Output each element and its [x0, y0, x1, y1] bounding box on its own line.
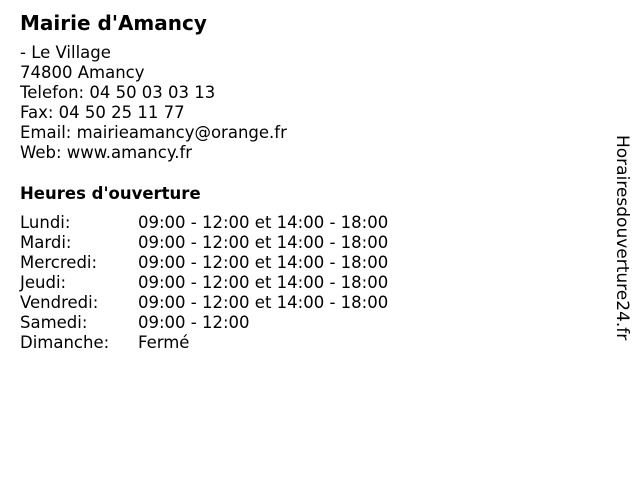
- time-value: 09:00 - 12:00 et 14:00 - 18:00: [138, 273, 389, 292]
- hours-row-mardi: [20, 233, 388, 253]
- day-label: Vendredi:: [20, 293, 99, 312]
- hours-row-dimanche: [20, 333, 388, 353]
- day-label: Samedi:: [20, 313, 88, 332]
- hours-row-samedi: [20, 313, 388, 333]
- street-line: - Le Village: [20, 43, 111, 62]
- time-value: 09:00 - 12:00 et 14:00 - 18:00: [138, 293, 389, 312]
- time-value: 09:00 - 12:00: [138, 313, 250, 332]
- city-line: 74800 Amancy: [20, 63, 145, 82]
- time-value: 09:00 - 12:00 et 14:00 - 18:00: [138, 213, 389, 232]
- day-label: Jeudi:: [20, 273, 67, 292]
- address-block: [20, 43, 287, 163]
- day-label: Dimanche:: [20, 333, 110, 352]
- web-line: Web: www.amancy.fr: [20, 143, 193, 162]
- hours-row-mercredi: [20, 253, 388, 273]
- hours-heading: Heures d'ouverture: [20, 184, 201, 203]
- time-value: 09:00 - 12:00 et 14:00 - 18:00: [138, 253, 389, 272]
- email-line: Email: mairieamancy@orange.fr: [20, 123, 287, 142]
- time-value: 09:00 - 12:00 et 14:00 - 18:00: [138, 233, 389, 252]
- day-label: Mardi:: [20, 233, 72, 252]
- day-label: Lundi:: [20, 213, 71, 232]
- hours-table: [20, 213, 388, 353]
- page-title: Mairie d'Amancy: [20, 11, 207, 35]
- day-label: Mercredi:: [20, 253, 98, 272]
- phone-line: Telefon: 04 50 03 03 13: [20, 83, 216, 102]
- time-value: Fermé: [138, 333, 190, 352]
- site-watermark: Horairesdouverture24.fr: [612, 135, 632, 341]
- fax-line: Fax: 04 50 25 11 77: [20, 103, 185, 122]
- hours-row-jeudi: [20, 273, 388, 293]
- hours-row-lundi: [20, 213, 388, 233]
- hours-row-vendredi: [20, 293, 388, 313]
